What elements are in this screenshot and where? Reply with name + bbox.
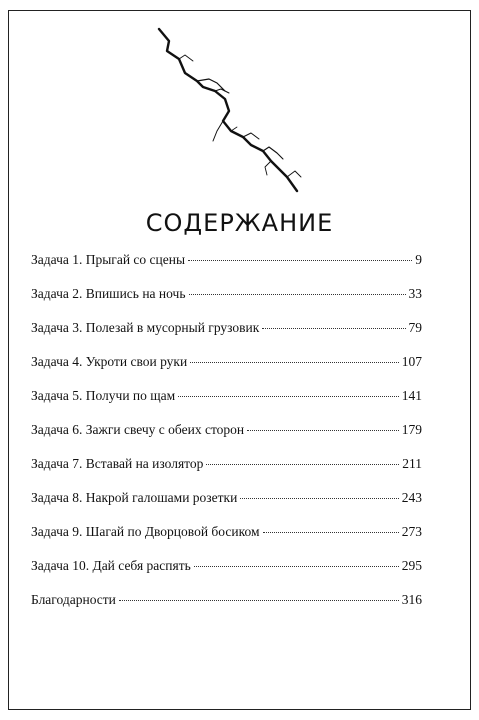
toc-entry-label: Задача 10. Дай себя распять: [31, 558, 191, 573]
toc-entry: [31, 388, 422, 422]
toc-dot-leader: [119, 600, 399, 601]
toc-entry-page-number: 295: [401, 558, 422, 573]
toc-entry: [31, 490, 422, 524]
toc-entry-label: Задача 5. Получи по щам: [31, 388, 176, 403]
toc-entry-page-number: 79: [408, 320, 422, 335]
toc-entry-page-number: 179: [401, 422, 422, 437]
book-page: [8, 10, 471, 710]
toc-entry: [31, 422, 422, 456]
toc-entry: [31, 252, 422, 286]
toc-entry-label: Задача 8. Накрой галошами розетки: [31, 490, 238, 505]
toc-entry-label: Задача 9. Шагай по Дворцовой босиком: [31, 524, 260, 539]
toc-dot-leader: [188, 260, 412, 261]
toc-entry-label: Задача 3. Полезай в мусорный грузовик: [31, 320, 260, 335]
toc-dot-leader: [178, 396, 399, 397]
toc-dot-leader: [194, 566, 399, 567]
toc-dot-leader: [262, 328, 405, 329]
toc-entry-label: Задача 2. Впишись на ночь: [31, 286, 186, 301]
toc-entry: [31, 456, 422, 490]
toc-entry-page-number: 33: [408, 286, 422, 301]
page-title: СОДЕРЖАНИЕ: [145, 209, 334, 237]
toc-entry: [31, 524, 422, 558]
toc-entry-page-number: 316: [401, 592, 422, 607]
toc-entry-label: Задача 1. Прыгай со сцены: [31, 252, 186, 267]
toc-entry: [31, 558, 422, 592]
toc-entry-label: Задача 6. Зажги свечу с обеих сторон: [31, 422, 245, 437]
toc-entry: [31, 354, 422, 388]
toc-entry-page-number: 243: [401, 490, 422, 505]
toc-entry-page-number: 273: [401, 524, 422, 539]
toc-entry-label: Задача 7. Вставай на изолятор: [31, 456, 204, 471]
toc-dot-leader: [247, 430, 399, 431]
toc-entry: [31, 320, 422, 354]
toc-dot-leader: [206, 464, 399, 465]
toc-entry-page-number: 9: [415, 252, 422, 267]
table-of-contents: [31, 252, 422, 626]
toc-entry-label: Задача 4. Укроти свои руки: [31, 354, 188, 369]
toc-entry-page-number: 211: [402, 456, 422, 471]
crack-decoration-icon: [139, 21, 309, 201]
toc-entry-page-number: 107: [401, 354, 422, 369]
toc-entry-page-number: 141: [401, 388, 422, 403]
toc-dot-leader: [240, 498, 398, 499]
toc-entry: [31, 286, 422, 320]
toc-dot-leader: [263, 532, 399, 533]
toc-dot-leader: [190, 362, 399, 363]
toc-dot-leader: [189, 294, 406, 295]
toc-entry: [31, 592, 422, 626]
toc-entry-label: Благодарности: [31, 592, 116, 607]
